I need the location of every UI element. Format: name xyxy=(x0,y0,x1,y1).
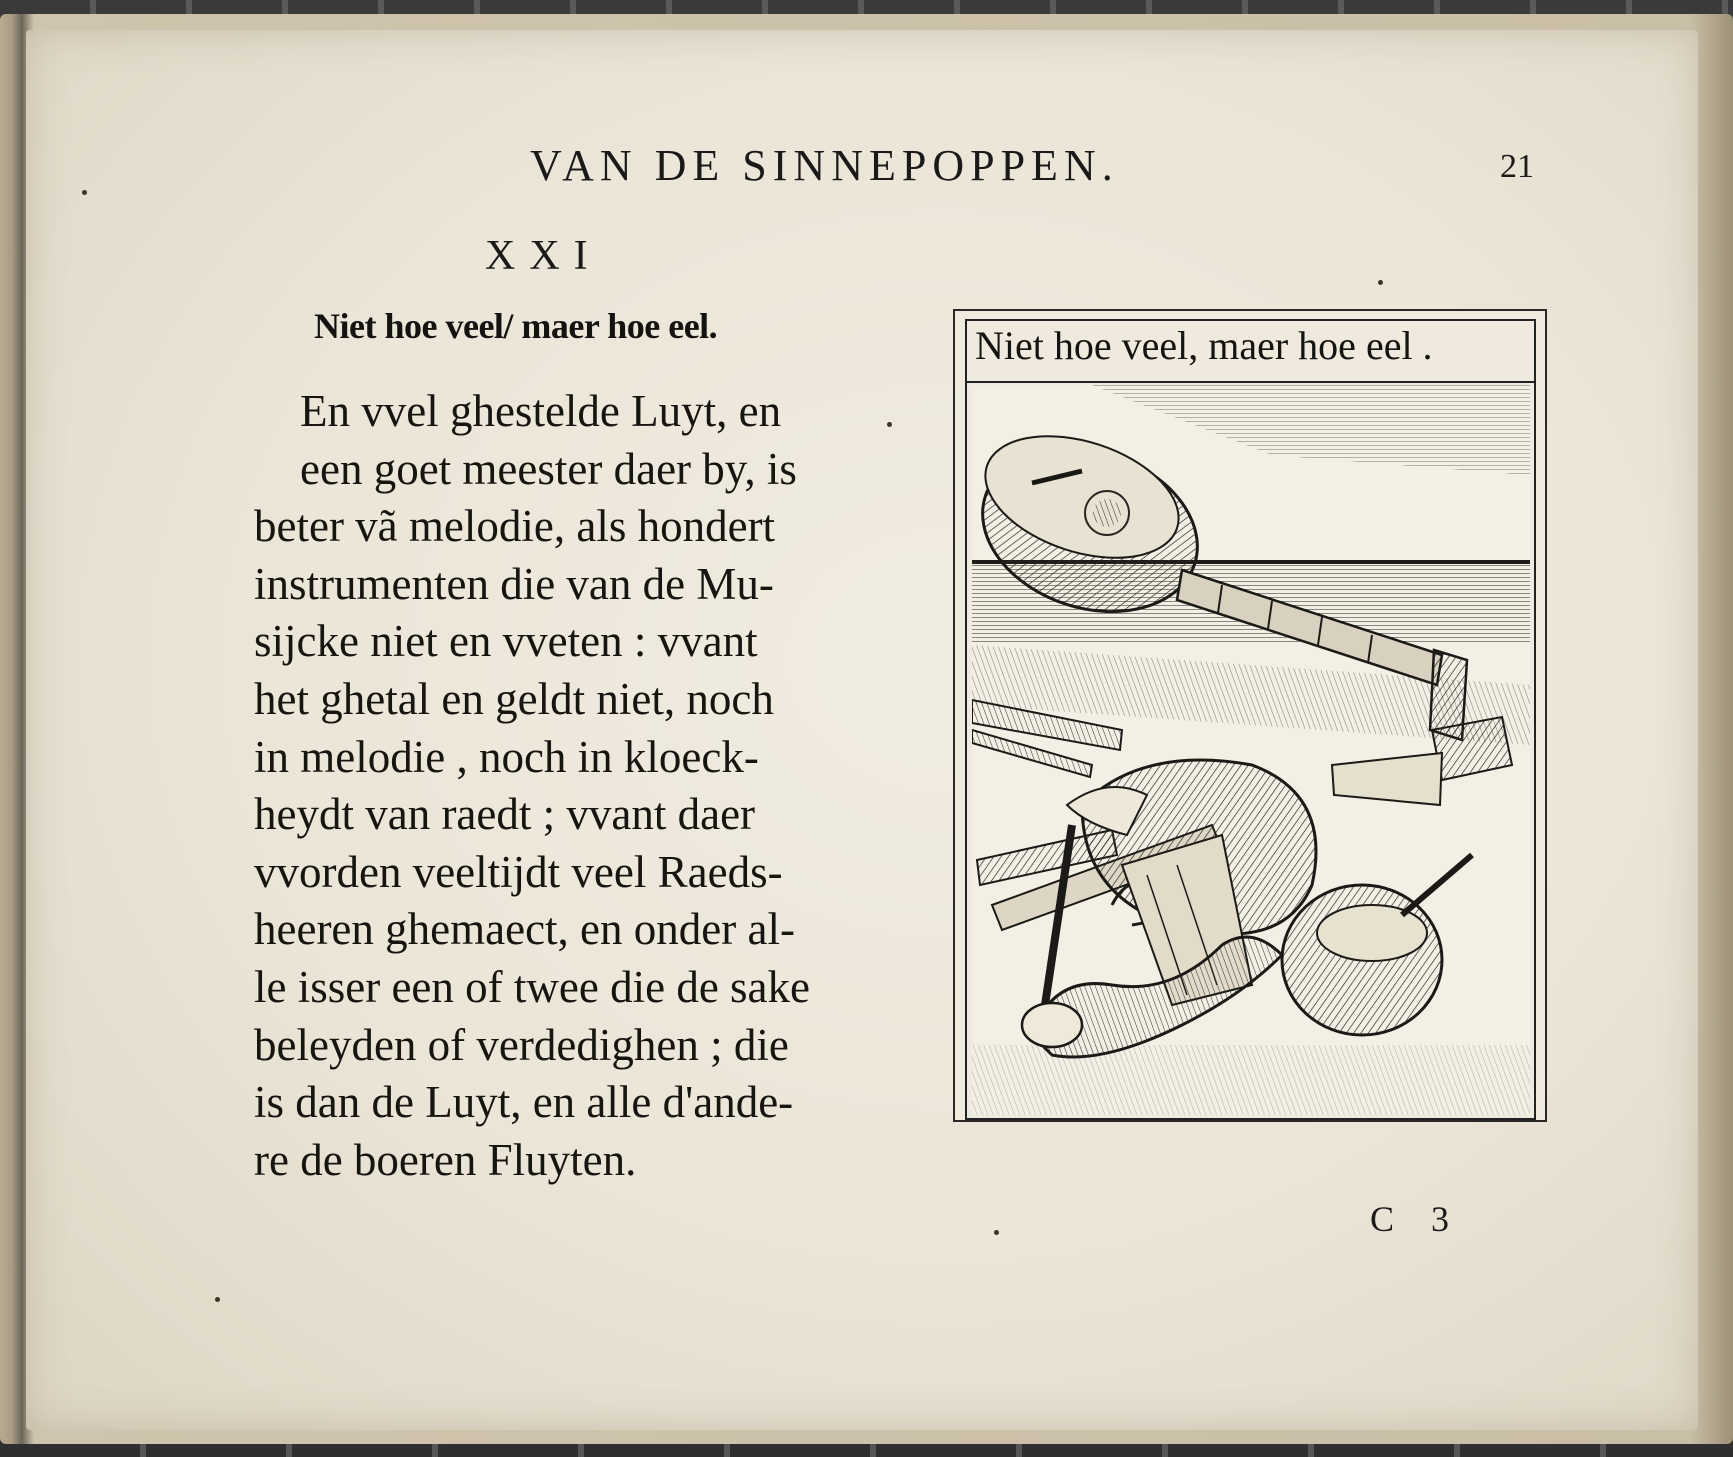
paper-speck xyxy=(887,422,892,427)
body-line: le isser een of twee die de sake xyxy=(254,961,810,1012)
body-line: is dan de Luyt, en alle d'ande- xyxy=(254,1077,794,1128)
plate-caption: Niet hoe veel, maer hoe eel . xyxy=(975,323,1433,368)
body-line: een goet meester daer by, is xyxy=(300,443,797,494)
paper-speck xyxy=(994,1230,999,1235)
emblem-body-text xyxy=(254,383,844,1189)
instruments-engraving xyxy=(972,385,1530,1115)
plate-caption-rule xyxy=(965,381,1534,383)
emblem-motto: Niet hoe veel/ maer hoe eel. xyxy=(314,306,718,346)
body-line: beleyden of verdedighen ; die xyxy=(254,1019,789,1070)
body-line: sijcke niet en vveten : vvant xyxy=(254,616,758,667)
paper-speck xyxy=(82,190,87,195)
body-line: re de boeren Fluyten. xyxy=(254,1134,637,1185)
body-line: in melodie , noch in kloeck- xyxy=(254,731,759,782)
body-line: heydt van raedt ; vvant daer xyxy=(254,789,756,840)
emblem-number: XXI xyxy=(485,233,602,279)
body-line: het ghetal en geldt niet, noch xyxy=(254,673,774,724)
signature-mark: C 3 xyxy=(1370,1199,1464,1239)
body-line: vvorden veeltijdt veel Raeds- xyxy=(254,846,783,897)
paper-speck xyxy=(1378,280,1383,285)
paper-speck xyxy=(215,1297,220,1302)
body-line: beter vã melodie, als hondert xyxy=(254,501,776,552)
body-line: En vvel ghestelde Luyt, en xyxy=(300,386,782,436)
page-number: 21 xyxy=(1500,148,1534,185)
body-line: instrumenten die van de Mu- xyxy=(254,558,774,609)
body-line: heeren ghemaect, en onder al- xyxy=(254,904,795,955)
running-title: VAN DE SINNEPOPPEN. xyxy=(530,141,1119,190)
